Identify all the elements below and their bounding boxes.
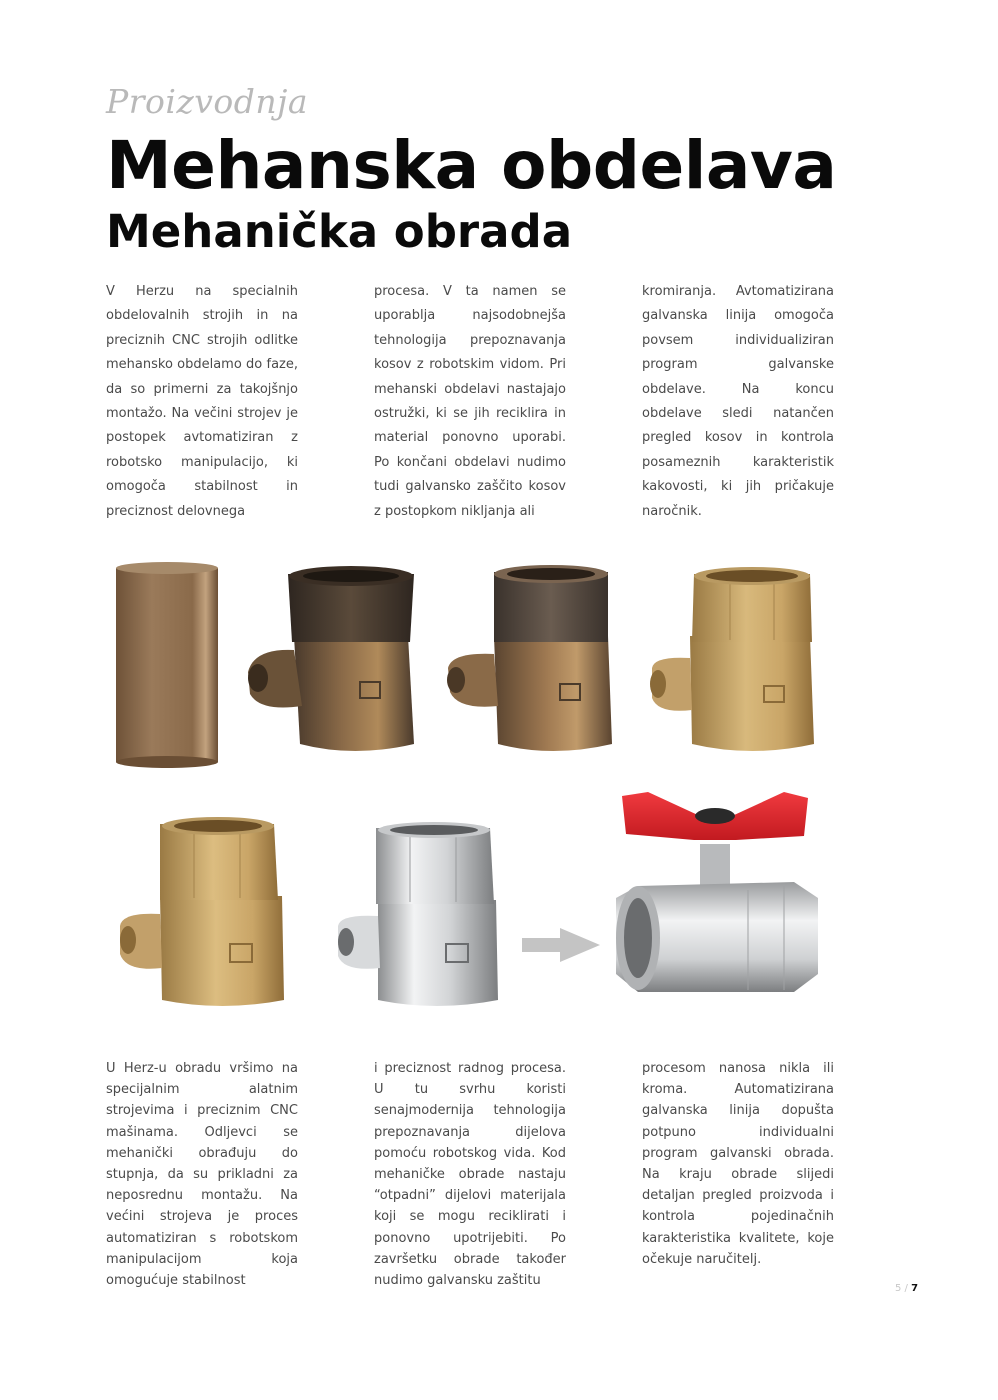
nickel-plated-body-photo xyxy=(336,820,504,1012)
page-number-previous: 5 xyxy=(895,1283,902,1294)
section-kicker: Proizvodnja xyxy=(106,82,309,121)
arrow-icon xyxy=(522,926,602,964)
body-text-hr-col-3: procesom nanosa nikla ili kroma. Automatizirana galvanska linija dopušta potpuno individualni program galvanski obrada. Na kraju obrade slijedi detaljan pregled proizvoda i kontrola pojedinačnih karakteristika kvalitete, koje očekuje naručitelj. xyxy=(642,1061,834,1267)
page-number xyxy=(895,1283,918,1294)
body-text-sl-col-3: kromiranja. Avtomatizirana galvanska linija omogoča povsem individualiziran program galvanske obdelave. Na koncu obdelave sledi natančen pregled kosov in kontrola posameznih karakteristik kakovosti, ki jih pričakuje naročnik. xyxy=(642,284,834,519)
rough-casting-photo xyxy=(244,562,424,758)
raw-bar-photo xyxy=(112,560,222,770)
machined-casting-photo xyxy=(444,562,624,758)
page-subtitle: Mehanička obrada xyxy=(106,205,573,258)
body-text-hr-col-1: U Herz-u obradu vršimo na specijalnim alatnim strojevima i preciznim CNC mašinama. Odljevci se mehanički obrađuju do stupnja, da su prikladni za neposrednu montažu. Na većini strojeva je proces automatiziran s robotskom manipulacijom koja omogućuje stabilnost xyxy=(106,1061,298,1289)
page-number-current: 7 xyxy=(911,1283,919,1294)
brass-body-large-photo xyxy=(118,814,288,1012)
body-text-hr-col-2: i preciznost radnog procesa. U tu svrhu koristi senajmodernija tehnologija prepoznavanja dijelova pomoću robotskog vida. Kod mehaničke obrade nastaju “otpadni” dijelovi materijala koji se mogu reciklirati i ponovno upotrijebiti. Po završetku obrade također nudimo galvansku zaštitu xyxy=(374,1061,566,1289)
page-title: Mehanska obdelava xyxy=(106,127,837,204)
ball-valve-photo xyxy=(608,786,824,1000)
body-text-sl-col-1: V Herzu na specialnih obdelovalnih strojih in na preciznih CNC strojih odlitke mehansko obdelamo do faze, da so primerni za takojšnjo montažo. Na večini strojev je postopek avtomatiziran z robotsko manipulacijo, ki omogoča stabilnost in preciznost delovnega xyxy=(106,284,298,519)
page-number-separator: / xyxy=(901,1283,912,1294)
brass-body-photo xyxy=(646,564,824,758)
body-text-sl-col-2: procesa. V ta namen se uporablja najsodobnejša tehnologija prepoznavanja kosov z robotskim vidom. Pri mehanski obdelavi nastajajo ostružki, ki se jih reciklira in material ponovno uporabi. Po končani obdelavi nudimo tudi galvansko zaščito kosov z postopkom nikljanja ali xyxy=(374,284,566,519)
